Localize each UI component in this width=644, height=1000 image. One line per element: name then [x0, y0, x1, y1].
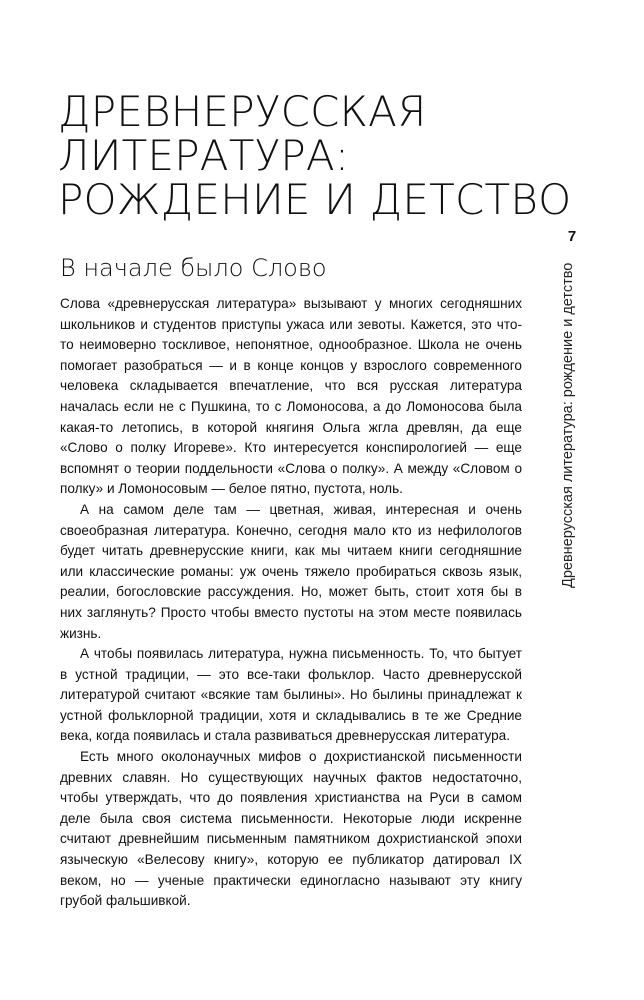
paragraph: А на самом деле там — цветная, живая, интересная и очень своеобразная литература. Конечно, сегодня мало кто из нефилологов будет читать древнерусские книги, как мы читаем книги сегодняшние или классические романы: уж очень тяжело пробираться сквозь язык, реалии, богословские рассуждения. Но, может быть, стоит хотя бы в них заглянуть? Просто чтобы вместо пустоты на этом месте появилась жизнь. — [60, 501, 522, 641]
page-number: 7 — [567, 228, 577, 245]
chapter-title — [58, 87, 572, 224]
paragraph: А чтобы появилась литература, нужна письменность. То, что бытует в устной традиции, — это все-таки фольклор. Часто древнерусской литературой считают «всякие там былины». Но былины принадлежат к устной фольклорной традиции, хотя и складывались в те же Средние века, когда появилась и стала развиваться древнерусская литература. — [60, 646, 522, 744]
paragraph: Слова «древнерусская литература» вызывают у многих сегодняшних школьников и студентов приступы ужаса или зевоты. Кажется, это что-то неимоверно тоскливое, непонятное, однообразное. Школа не очень помогает разобраться — и в конце концов у взрослого современного человека складывается впечатление, что вся русская литература началась если не с Пушкина, то с Ломоносова, а до Ломоносова была какая-то летопись, в которой княгиня Ольга жгла древлян, да еще «Слово о полку Игореве». Кто интересуется конспирологией — еще вспомнят о теории поддельности «Слова о полку». А между «Словом о полку» и Ломоносовым — белое пятно, пустота, ноль. — [60, 296, 522, 497]
paragraph: Есть много околонаучных мифов о дохристианской письменности древних славян. Но существующих научных фактов недостаточно, чтобы утверждать, что до появления христианства на Руси в самом деле была своя система письменности. Некоторые люди искренне считают древнейшим письменным памятником дохристианской эпохи языческую «Велесову книгу», которую ее публикатор датировал IX веком, но — ученые практически единогласно называют эту книгу грубой фальшивкой. — [60, 749, 522, 909]
chapter-title-line: ДРЕВНЕРУССКАЯ — [58, 87, 427, 136]
chapter-title-line: ЛИТЕРАТУРА: — [58, 131, 350, 180]
chapter-title-line: РОЖДЕНИЕ И ДЕТСТВО — [58, 175, 572, 224]
running-head-text: Древнерусская литература: рождение и детство — [560, 262, 576, 588]
section-title: В начале было Слово — [60, 254, 327, 282]
body-text — [60, 294, 522, 912]
